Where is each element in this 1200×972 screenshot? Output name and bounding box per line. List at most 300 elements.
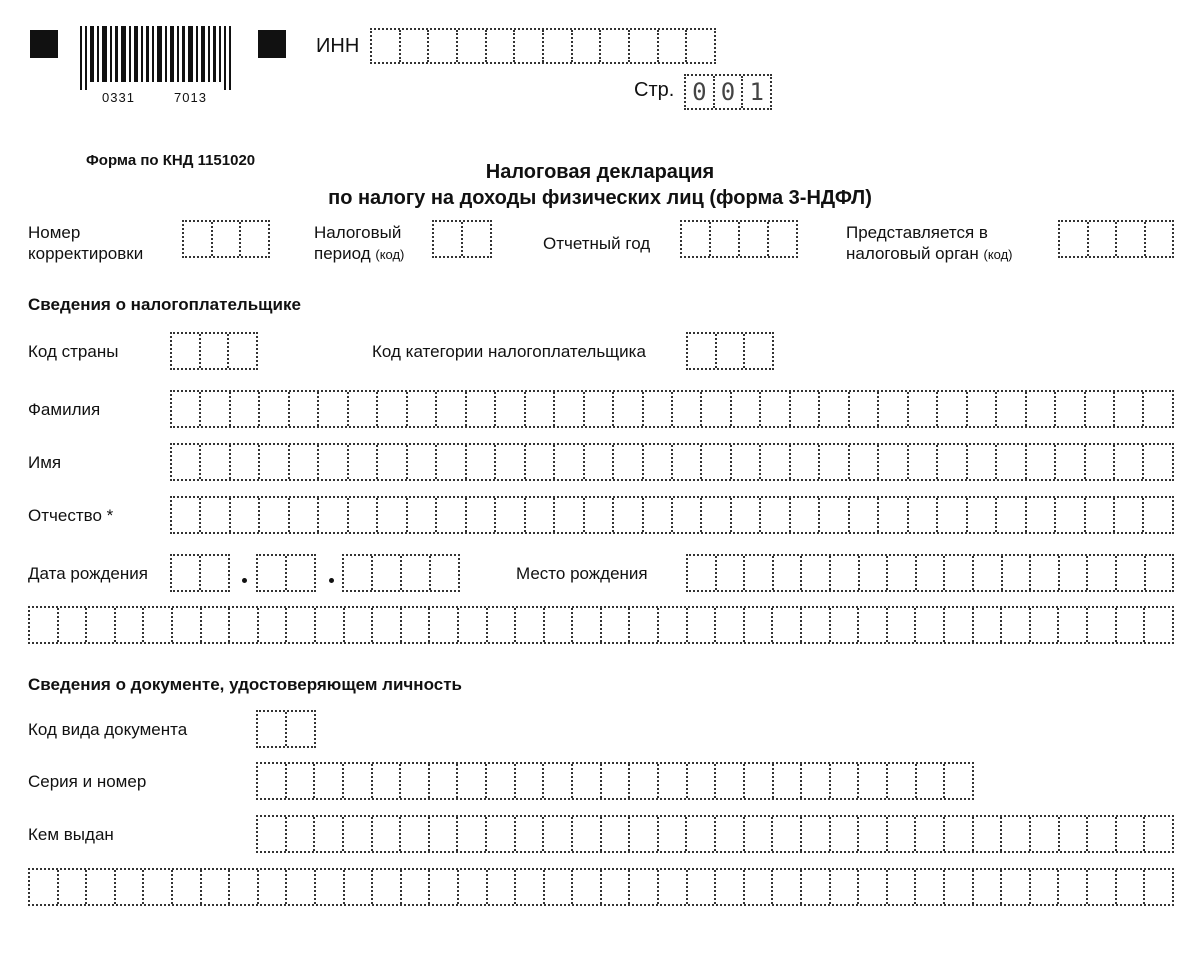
input-cell[interactable] [673,392,702,426]
input-cell[interactable] [463,222,490,256]
input-cell[interactable] [287,712,314,746]
input-cell[interactable] [702,498,731,532]
input-cell[interactable] [1031,556,1060,590]
input-cell[interactable] [1086,392,1115,426]
input-cell[interactable] [711,222,740,256]
input-cell[interactable] [516,764,545,798]
birth-year-field[interactable] [342,554,460,592]
birth-month-field[interactable] [256,554,316,592]
input-cell[interactable] [349,445,378,479]
name-field[interactable] [170,443,1174,481]
input-cell[interactable] [1146,222,1173,256]
input-cell[interactable] [319,392,348,426]
input-cell[interactable] [378,445,407,479]
input-cell[interactable] [879,498,908,532]
inn-field[interactable] [370,28,716,64]
input-cell[interactable] [997,498,1026,532]
input-cell[interactable] [630,870,659,904]
input-cell[interactable] [555,445,584,479]
input-cell[interactable] [431,556,458,590]
input-cell[interactable] [761,392,790,426]
input-cell[interactable] [172,334,201,368]
input-cell[interactable] [585,498,614,532]
patronymic-field[interactable] [170,496,1174,534]
input-cell[interactable] [258,817,287,851]
input-cell[interactable] [467,445,496,479]
input-cell[interactable] [184,222,213,256]
input-cell[interactable] [287,870,316,904]
input-cell[interactable] [201,445,230,479]
input-cell[interactable] [688,334,717,368]
input-cell[interactable] [659,870,688,904]
input-cell[interactable] [585,392,614,426]
input-cell[interactable] [401,764,430,798]
input-cell[interactable] [917,764,946,798]
input-cell[interactable] [831,556,860,590]
input-cell[interactable] [945,608,974,642]
input-cell[interactable] [945,817,974,851]
input-cell[interactable] [437,498,466,532]
input-cell[interactable] [378,392,407,426]
input-cell[interactable] [459,608,488,642]
input-cell[interactable] [802,764,831,798]
input-cell[interactable] [30,870,59,904]
input-cell[interactable] [1027,392,1056,426]
input-cell[interactable] [402,608,431,642]
input-cell[interactable] [116,608,145,642]
input-cell[interactable] [644,498,673,532]
input-cell[interactable] [688,608,717,642]
input-cell[interactable] [516,817,545,851]
input-cell[interactable] [430,764,459,798]
input-cell[interactable] [545,870,574,904]
input-cell[interactable] [202,870,231,904]
input-cell[interactable] [230,870,259,904]
input-cell[interactable] [515,30,544,62]
input-cell[interactable] [260,498,289,532]
input-cell[interactable] [496,498,525,532]
input-cell[interactable] [968,498,997,532]
input-cell[interactable] [1117,817,1146,851]
input-cell[interactable] [201,498,230,532]
input-cell[interactable] [434,222,463,256]
input-cell[interactable] [1115,445,1144,479]
input-cell[interactable] [437,392,466,426]
input-cell[interactable] [408,392,437,426]
input-cell[interactable] [459,870,488,904]
input-cell[interactable] [290,392,319,426]
input-cell[interactable] [614,445,643,479]
input-cell[interactable] [259,608,288,642]
input-cell[interactable] [601,30,630,62]
input-cell[interactable] [316,608,345,642]
input-cell[interactable] [202,608,231,642]
input-cell[interactable] [659,817,688,851]
birth-place-field-continued[interactable] [28,606,1174,644]
input-cell[interactable] [917,556,946,590]
input-cell[interactable] [802,870,831,904]
input-cell[interactable] [87,870,116,904]
input-cell[interactable] [1145,608,1172,642]
input-cell[interactable] [496,392,525,426]
input-cell[interactable] [429,30,458,62]
input-cell[interactable] [761,498,790,532]
input-cell[interactable] [802,817,831,851]
input-cell[interactable] [1145,817,1172,851]
input-cell[interactable] [659,764,688,798]
input-cell[interactable] [573,764,602,798]
input-cell[interactable] [974,556,1003,590]
input-cell[interactable] [213,222,242,256]
input-cell[interactable] [229,334,256,368]
input-cell[interactable] [820,498,849,532]
input-cell[interactable] [702,445,731,479]
input-cell[interactable] [1088,556,1117,590]
input-cell[interactable] [859,870,888,904]
input-cell[interactable] [774,556,803,590]
input-cell[interactable] [173,870,202,904]
input-cell[interactable] [974,817,1003,851]
input-cell[interactable] [408,498,437,532]
input-cell[interactable] [938,445,967,479]
input-cell[interactable] [968,445,997,479]
input-cell[interactable] [997,445,1026,479]
input-cell[interactable] [345,608,374,642]
input-cell[interactable] [1031,870,1060,904]
input-cell[interactable] [573,608,602,642]
input-cell[interactable] [544,30,573,62]
input-cell[interactable] [59,870,88,904]
input-cell[interactable] [458,817,487,851]
input-cell[interactable] [144,608,173,642]
input-cell[interactable] [496,445,525,479]
input-cell[interactable] [888,764,917,798]
input-cell[interactable] [372,30,401,62]
input-cell[interactable] [859,608,888,642]
issued-by-field[interactable] [256,815,1174,853]
input-cell[interactable] [745,334,772,368]
input-cell[interactable] [673,498,702,532]
input-cell[interactable] [1027,445,1056,479]
input-cell[interactable] [968,392,997,426]
issued-by-field-continued[interactable] [28,868,1174,906]
input-cell[interactable] [1144,498,1171,532]
correction-number-field[interactable] [182,220,270,258]
input-cell[interactable] [401,817,430,851]
input-cell[interactable] [430,817,459,851]
input-cell[interactable] [1088,870,1117,904]
input-cell[interactable] [888,556,917,590]
input-cell[interactable] [879,392,908,426]
input-cell[interactable] [745,870,774,904]
input-cell[interactable] [59,608,88,642]
input-cell[interactable] [258,556,287,590]
input-cell[interactable] [688,870,717,904]
series-number-field[interactable] [256,762,974,800]
input-cell[interactable] [820,392,849,426]
input-cell[interactable] [659,608,688,642]
input-cell[interactable] [259,870,288,904]
input-cell[interactable] [1002,608,1031,642]
input-cell[interactable] [260,445,289,479]
input-cell[interactable] [1115,392,1144,426]
input-cell[interactable] [487,764,516,798]
input-cell[interactable] [688,556,717,590]
input-cell[interactable] [30,608,59,642]
input-cell[interactable] [260,392,289,426]
input-cell[interactable] [602,817,631,851]
input-cell[interactable] [630,608,659,642]
input-cell[interactable] [555,392,584,426]
input-cell[interactable] [860,556,889,590]
input-cell[interactable] [488,870,517,904]
input-cell[interactable] [945,764,972,798]
input-cell[interactable] [974,870,1003,904]
input-cell[interactable] [144,870,173,904]
input-cell[interactable] [717,556,746,590]
input-cell[interactable] [716,608,745,642]
input-cell[interactable] [458,30,487,62]
input-cell[interactable] [241,222,268,256]
input-cell[interactable] [938,392,967,426]
input-cell[interactable] [773,608,802,642]
input-cell[interactable] [1027,498,1056,532]
input-cell[interactable] [573,30,602,62]
input-cell[interactable] [1056,498,1085,532]
input-cell[interactable] [769,222,796,256]
input-cell[interactable] [879,445,908,479]
input-cell[interactable] [1059,608,1088,642]
input-cell[interactable] [344,817,373,851]
input-cell[interactable] [172,498,201,532]
input-cell[interactable] [573,817,602,851]
input-cell[interactable] [526,392,555,426]
country-code-field[interactable] [170,332,258,370]
input-cell[interactable] [945,870,974,904]
input-cell[interactable] [290,498,319,532]
input-cell[interactable] [402,556,431,590]
input-cell[interactable] [1059,870,1088,904]
input-cell[interactable] [373,870,402,904]
input-cell[interactable] [791,392,820,426]
input-cell[interactable] [630,817,659,851]
input-cell[interactable] [401,30,430,62]
input-cell[interactable] [373,764,402,798]
birth-place-field[interactable] [686,554,1174,592]
input-cell[interactable] [1146,556,1173,590]
input-cell[interactable] [408,445,437,479]
input-cell[interactable] [1086,445,1115,479]
input-cell[interactable] [258,764,287,798]
input-cell[interactable] [831,764,860,798]
input-cell[interactable] [745,556,774,590]
input-cell[interactable] [526,498,555,532]
input-cell[interactable] [458,764,487,798]
input-cell[interactable] [287,556,314,590]
input-cell[interactable] [909,498,938,532]
input-cell[interactable] [602,764,631,798]
input-cell[interactable] [688,764,717,798]
input-cell[interactable] [437,445,466,479]
input-cell[interactable] [717,334,746,368]
input-cell[interactable] [378,498,407,532]
input-cell[interactable] [888,870,917,904]
input-cell[interactable] [682,222,711,256]
input-cell[interactable] [732,392,761,426]
input-cell[interactable] [773,870,802,904]
input-cell[interactable] [173,608,202,642]
input-cell[interactable] [315,764,344,798]
surname-field[interactable] [170,390,1174,428]
input-cell[interactable] [850,445,879,479]
input-cell[interactable] [516,608,545,642]
input-cell[interactable] [945,556,974,590]
input-cell[interactable] [544,764,573,798]
input-cell[interactable] [1060,222,1089,256]
input-cell[interactable] [916,870,945,904]
input-cell[interactable] [1031,817,1060,851]
input-cell[interactable] [859,764,888,798]
input-cell[interactable] [555,498,584,532]
input-cell[interactable] [1056,392,1085,426]
input-cell[interactable] [644,445,673,479]
input-cell[interactable] [116,870,145,904]
input-cell[interactable] [201,334,230,368]
input-cell[interactable] [258,712,287,746]
input-cell[interactable] [916,608,945,642]
input-cell[interactable] [172,392,201,426]
input-cell[interactable] [345,870,374,904]
input-cell[interactable] [997,392,1026,426]
input-cell[interactable] [1088,817,1117,851]
input-cell[interactable] [1002,870,1031,904]
input-cell[interactable] [859,817,888,851]
input-cell[interactable] [716,764,745,798]
input-cell[interactable] [802,608,831,642]
input-cell[interactable] [673,445,702,479]
input-cell[interactable] [467,392,496,426]
input-cell[interactable] [687,30,714,62]
input-cell[interactable] [888,608,917,642]
input-cell[interactable] [349,498,378,532]
input-cell[interactable] [172,445,201,479]
input-cell[interactable] [774,764,803,798]
input-cell[interactable] [614,392,643,426]
input-cell[interactable] [87,608,116,642]
input-cell[interactable] [373,608,402,642]
input-cell[interactable] [630,764,659,798]
input-cell[interactable] [791,445,820,479]
input-cell[interactable] [316,870,345,904]
input-cell[interactable] [430,608,459,642]
input-cell[interactable] [1145,870,1172,904]
input-cell[interactable] [526,445,555,479]
input-cell[interactable] [231,392,260,426]
input-cell[interactable] [1086,498,1115,532]
tax-organ-field[interactable] [1058,220,1174,258]
input-cell[interactable] [1056,445,1085,479]
tax-period-field[interactable] [432,220,492,258]
input-cell[interactable] [231,498,260,532]
input-cell[interactable] [850,392,879,426]
birth-day-field[interactable] [170,554,230,592]
input-cell[interactable] [602,608,631,642]
category-code-field[interactable] [686,332,774,370]
input-cell[interactable] [349,392,378,426]
input-cell[interactable] [909,445,938,479]
input-cell[interactable] [831,817,860,851]
input-cell[interactable] [201,556,228,590]
input-cell[interactable] [831,608,860,642]
input-cell[interactable] [916,817,945,851]
input-cell[interactable] [231,445,260,479]
input-cell[interactable] [1115,498,1144,532]
input-cell[interactable] [1060,556,1089,590]
input-cell[interactable] [1144,445,1171,479]
input-cell[interactable] [1089,222,1118,256]
input-cell[interactable] [544,817,573,851]
input-cell[interactable] [201,392,230,426]
input-cell[interactable] [687,817,716,851]
input-cell[interactable] [402,870,431,904]
input-cell[interactable] [644,392,673,426]
input-cell[interactable] [585,445,614,479]
input-cell[interactable] [820,445,849,479]
input-cell[interactable] [745,608,774,642]
input-cell[interactable] [761,445,790,479]
input-cell[interactable] [1117,608,1146,642]
input-cell[interactable] [791,498,820,532]
input-cell[interactable] [287,608,316,642]
input-cell[interactable] [467,498,496,532]
input-cell[interactable] [974,608,1003,642]
input-cell[interactable] [732,445,761,479]
input-cell[interactable] [373,817,402,851]
input-cell[interactable] [287,817,316,851]
input-cell[interactable] [716,870,745,904]
input-cell[interactable] [745,817,774,851]
input-cell[interactable] [344,764,373,798]
input-cell[interactable] [545,608,574,642]
input-cell[interactable] [344,556,373,590]
input-cell[interactable] [702,392,731,426]
input-cell[interactable] [1117,556,1146,590]
input-cell[interactable] [1060,817,1089,851]
input-cell[interactable] [802,556,831,590]
input-cell[interactable] [1003,556,1032,590]
input-cell[interactable] [745,764,774,798]
input-cell[interactable] [831,870,860,904]
input-cell[interactable] [487,817,516,851]
reporting-year-field[interactable] [680,220,798,258]
input-cell[interactable] [614,498,643,532]
input-cell[interactable] [230,608,259,642]
input-cell[interactable] [1088,608,1117,642]
input-cell[interactable] [602,870,631,904]
input-cell[interactable] [573,870,602,904]
input-cell[interactable] [630,30,659,62]
input-cell[interactable] [315,817,344,851]
input-cell[interactable] [1117,222,1146,256]
input-cell[interactable] [909,392,938,426]
input-cell[interactable] [430,870,459,904]
input-cell[interactable] [740,222,769,256]
input-cell[interactable] [488,608,517,642]
input-cell[interactable] [716,817,745,851]
doc-type-code-field[interactable] [256,710,316,748]
input-cell[interactable] [1144,392,1171,426]
input-cell[interactable] [172,556,201,590]
